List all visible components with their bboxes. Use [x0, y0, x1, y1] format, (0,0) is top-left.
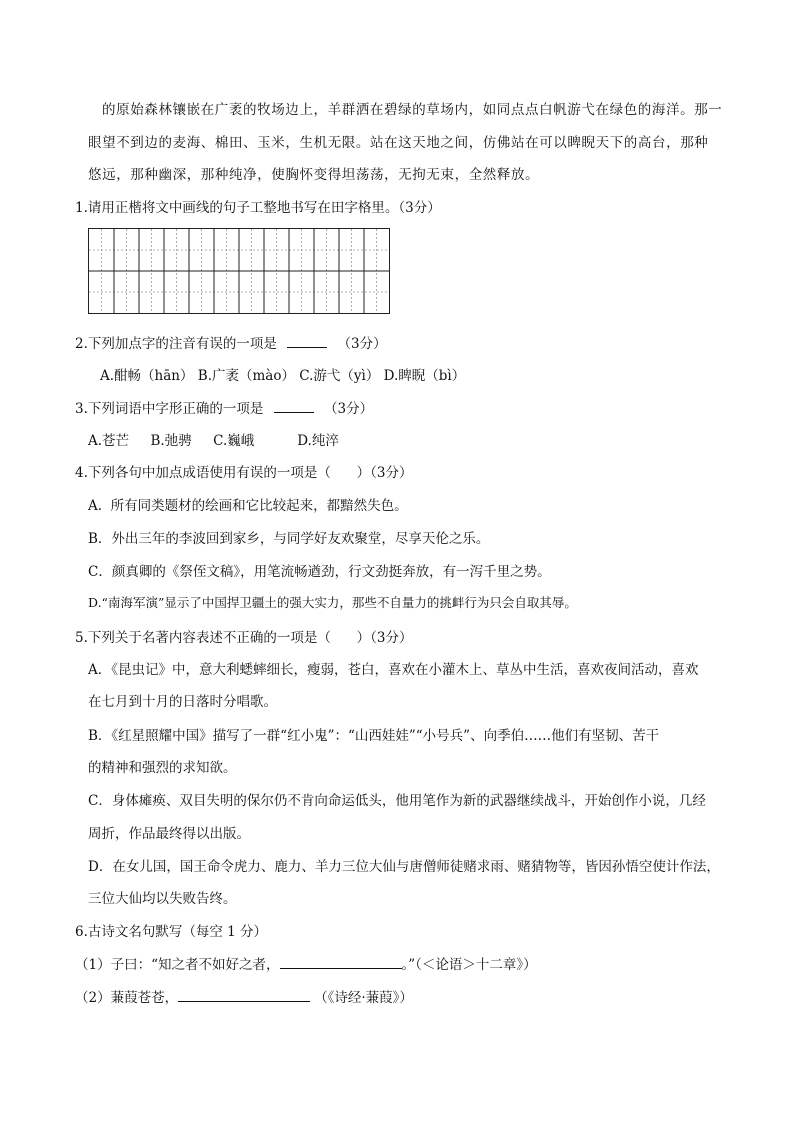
question-5-option-a-line-1: A．《昆虫记》中，意大利蟋蟀细长，瘦弱，苍白，喜欢在小灌木上、草丛中生活，喜欢夜间活动，喜欢 [88, 662, 699, 678]
question-6-line-1-source: 。”（＜论语＞十二章》） [401, 957, 537, 973]
question-4-option-b: B．外出三年的李波回到家乡，与同学好友欢聚堂，尽享天伦之乐。 [88, 531, 490, 547]
question-2-answer-blank[interactable] [287, 335, 327, 348]
question-5-option-d-line-2: 三位大仙均以失败告终。 [88, 891, 237, 907]
question-6-line-2-prefix: （2）蒹葭苍苍， [75, 990, 179, 1006]
question-3-answer-blank[interactable] [274, 400, 314, 413]
question-2-prefix: 2.下列加点字的注音有误的一项是 [75, 336, 277, 352]
question-5-option-c-line-2: 周折，作品最终得以出版。 [88, 826, 250, 842]
passage-line-2: 眼望不到边的麦海、棉田、玉米，生机无限。站在这天地之间，仿佛站在可以睥睨天下的高台，那种 [88, 135, 709, 151]
question-3-prefix: 3.下列词语中字形正确的一项是 [75, 401, 264, 417]
question-5-option-b-line-1: B．《红星照耀中国》描写了一群“红小鬼”：“山西娃娃”“小号兵”、向季伯……他们有坚韧、苦干 [88, 728, 660, 744]
passage-line-1: 的原始森林镶嵌在广袤的牧场边上，羊群洒在碧绿的草场内，如同点点白帆游弋在绿色的海洋。那一 [102, 102, 723, 118]
question-5-option-d-line-1: D．在女儿国，国王命令虎力、鹿力、羊力三位大仙与唐僧师徒赌求雨、赌猜物等，皆因孙悟空使计作法， [88, 859, 720, 875]
tianzige-lines [89, 229, 389, 313]
question-2-stem [75, 332, 387, 352]
question-2-score: （3分） [337, 336, 387, 352]
question-4-option-a: A. 所有同类题材的绘画和它比较起来，都黯然失色。 [88, 498, 408, 514]
question-6-stem: 6.古诗文名句默写（每空 1 分） [75, 924, 268, 940]
tianzige-grid[interactable] [88, 228, 390, 314]
question-6-blank-1[interactable] [280, 956, 402, 969]
question-3-score: （3分） [323, 401, 374, 417]
question-5-option-a-line-2: 在七月到十月的日落时分唱歌。 [88, 694, 277, 710]
passage-line-3: 悠远，那种幽深，那种纯净，使胸怀变得坦荡荡，无拘无束，全然释放。 [88, 167, 540, 183]
question-6-line-2 [75, 986, 413, 1006]
question-6-line-1 [75, 953, 537, 973]
question-6-line-1-prefix: （1）子曰：“知之者不如好之者， [75, 957, 280, 973]
question-3-options: A.苍芒 B.弛骋 C.巍峨 D.纯淬 [88, 433, 339, 449]
question-5-option-c-line-1: C．身体瘫痪、双目失明的保尔仍不肯向命运低头，他用笔作为新的武器继续战斗，开始创作小说，几经 [88, 793, 706, 809]
question-3-stem [75, 397, 373, 417]
question-5-stem: 5.下列关于名著内容表述不正确的一项是（ ）（3分） [75, 630, 413, 646]
question-4-option-d: D.“南海军演”显示了中国捍卫疆土的强大实力，那些不自量力的挑衅行为只会自取其辱。 [88, 595, 577, 610]
question-6-line-2-source: （《诗经·蒹葭》） [314, 990, 413, 1006]
question-4-stem: 4.下列各句中加点成语使用有误的一项是（ ）（3分） [75, 465, 413, 481]
question-6-blank-2[interactable] [178, 989, 310, 1002]
question-5-option-b-line-2: 的精神和强烈的求知欲。 [88, 760, 237, 776]
question-4-option-c: C．颜真卿的《祭侄文稿》，用笔流畅遒劲，行文劲挺奔放，有一泻千里之势。 [88, 564, 551, 580]
question-2-options: A.酣畅（hān） B.广袤（mào） C.游弋（yì） D.睥睨（bì） [100, 368, 466, 384]
question-1-stem: 1.请用正楷将文中画线的句子工整地书写在田字格里。（3分） [75, 200, 441, 216]
